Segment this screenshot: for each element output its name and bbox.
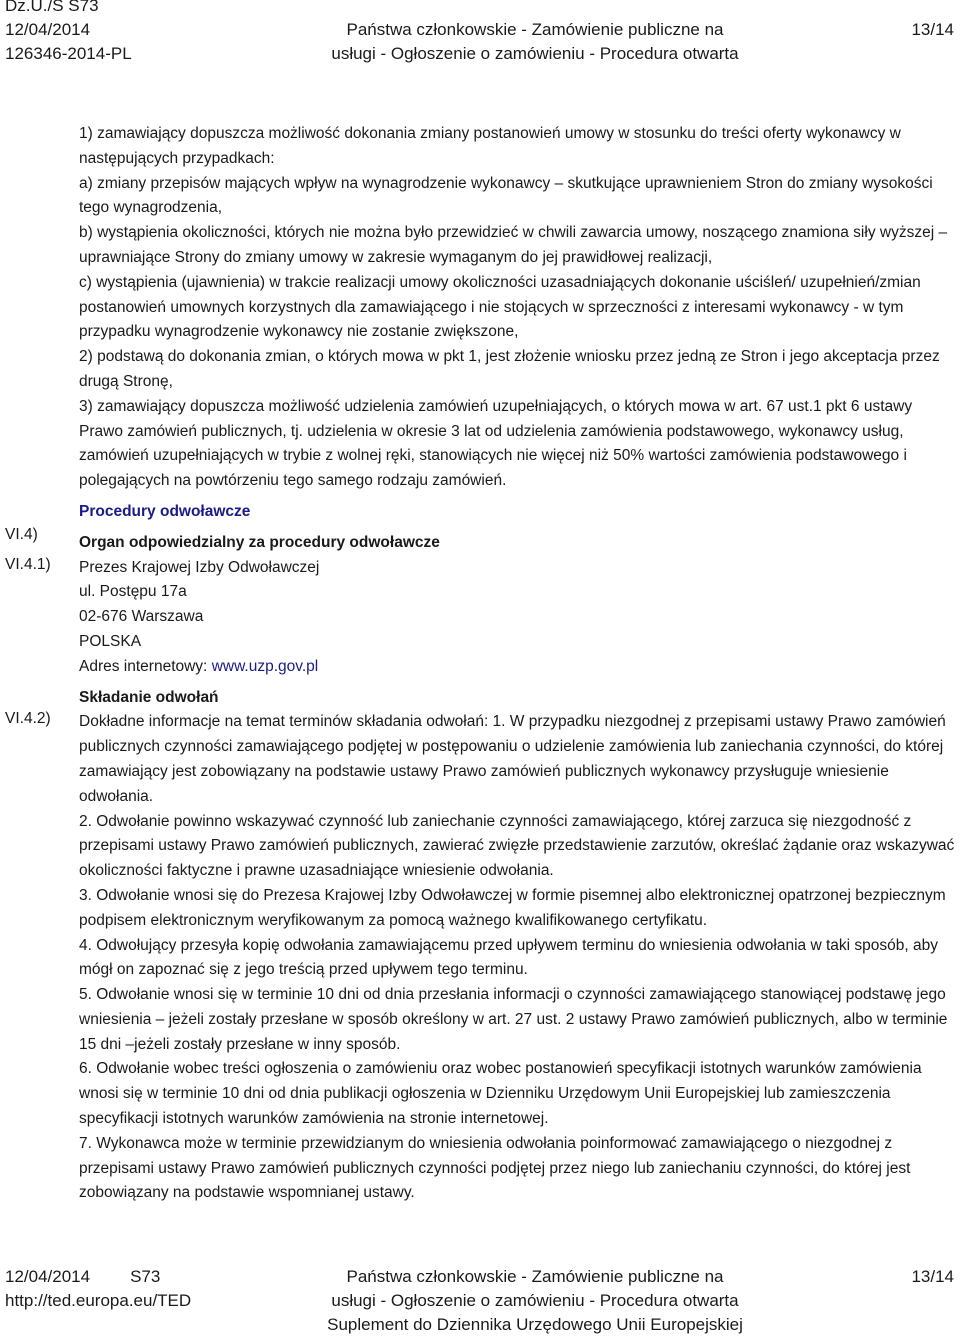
footer-page-number: 13/14 bbox=[911, 1267, 954, 1286]
appeal-paragraph: 2. Odwołanie powinno wskazywać czynność lub zaniechanie czynności zamawiającego, której zarzuca się niezgodność z przepisami ustawy Prawo zamówień publicznych, zawierać zwięzłe przedstawienie zarzutów, określać żądanie oraz wskazywać okoliczności faktyczne i prawne uzasadniające wniesienie odwołania. bbox=[79, 812, 955, 880]
organ-country: POLSKA bbox=[79, 632, 142, 650]
organ-street: ul. Postępu 17a bbox=[79, 583, 187, 601]
appeal-paragraph: 7. Wykonawca może w terminie przewidzianym do wniesienia odwołania poinformować zamawiającego o niezgodnej z przepisami ustawy Prawo zamówień publicznych czynności podjętej przez niego lub zaniechaniu czynności, do której jest zobowiązany na podstawie wspomnianej ustawy. bbox=[79, 1134, 911, 1202]
footer-title-line1: Państwa członkowskie - Zamówienie publiczne na bbox=[346, 1267, 724, 1286]
section-number-vi41: VI.4.1) bbox=[5, 556, 51, 573]
header-journal: Dz.U./S S73 bbox=[5, 0, 99, 15]
organ-heading: Organ odpowiedzialny za procedury odwoławcze bbox=[79, 533, 440, 551]
footer-url[interactable]: http://ted.europa.eu/TED bbox=[5, 1291, 192, 1310]
header-page-number: 13/14 bbox=[911, 20, 954, 39]
paragraph: b) wystąpienia okoliczności, których nie można było przewidzieć w chwili zawarcia umowy, noszącego znamiona siły wyższej – uprawniające Strony do zmiany umowy w zakresie wymaganym do jej prawidłowej realizacji, bbox=[79, 224, 948, 266]
section-number-vi4: VI.4) bbox=[5, 526, 38, 543]
document-body bbox=[79, 122, 957, 1206]
appeal-paragraph: 3. Odwołanie wnosi się do Prezesa Krajowej Izby Odwoławczej w formie pisemnej albo elektronicznej opatrzonej bezpiecznym podpisem elektronicznym weryfikowanym za pomocą ważnego kwalifikowanego certyfikatu. bbox=[79, 886, 946, 929]
appeal-paragraph: Dokładne informacje na temat terminów składania odwołań: 1. W przypadku niezgodnej z przepisami ustawy Prawo zamówień publicznych czynności zamawiającego podjętej w postępowaniu o udzielenie zamówienia lub zaniechania czynności, do której zamawiający jest zobowiązany na podstawie ustawy Prawo zamówień publicznych wykonawcy przysługuje wniesienie odwołania. bbox=[79, 713, 946, 805]
appeal-paragraph: 5. Odwołanie wnosi się w terminie 10 dni od dnia przesłania informacji o czynności zamawiającego stanowiącej podstawę jego wniesienia – jeżeli zostały przesłane w sposób określony w art. 27 ust. 2 ustawy Prawo zamówień publicznych, albo w terminie 15 dni –jeżeli zostały przesłane w inny sposób. bbox=[79, 986, 948, 1053]
organ-name: Prezes Krajowej Izby Odwoławczej bbox=[79, 558, 320, 576]
organ-url-line bbox=[79, 655, 957, 680]
header-title-line2: usługi - Ogłoszenie o zamówieniu - Procedura otwarta bbox=[331, 44, 739, 63]
footer-title-line2: usługi - Ogłoszenie o zamówieniu - Procedura otwarta bbox=[331, 1291, 739, 1310]
header-title-line1: Państwa członkowskie - Zamówienie publiczne na bbox=[346, 20, 724, 39]
header-date: 12/04/2014 bbox=[5, 20, 91, 39]
header-title bbox=[0, 18, 960, 66]
footer-issue: S73 bbox=[130, 1267, 161, 1286]
appeal-paragraph: 4. Odwołujący przesyła kopię odwołania zamawiającemu przed upływem terminu do wniesienia odwołania w taki sposób, aby mógł on zapoznać się z jego treścią przed upływem tego terminu. bbox=[79, 936, 938, 979]
footer-title bbox=[0, 1265, 960, 1337]
appeal-paragraph: 6. Odwołanie wobec treści ogłoszenia o zamówieniu oraz wobec postanowień specyfikacji istotnych warunków zamówienia wnosi się w terminie 10 dni od dnia publikacji ogłoszenia w Dzienniku Urzędowym Unii Europejskiej lub zamieszczenia specyfikacji istotnych warunków zamówienia na stronie internetowej. bbox=[79, 1060, 922, 1128]
paragraph: 2) podstawą do dokonania zmian, o których mowa w pkt 1, jest złożenie wniosku przez jedną ze Stron i jego akceptacja przez drugą Stronę, bbox=[79, 348, 940, 390]
organ-city: 02-676 Warszawa bbox=[79, 608, 204, 626]
paragraph: 3) zamawiający dopuszcza możliwość udzielenia zamówień uzupełniających, o których mowa w art. 67 ust.1 pkt 6 ustawy Prawo zamówień publicznych, tj. udzielenia w okresie 3 lat od udzielenia zamówienia podstawowego, wykonawcy usług, zamówień uzupełniających w trybie z wolnej ręki, stanowiących nie więcej niż 50% wartości zamówienia podstawowego i polegających na powtórzeniu tego samego rodzaju zamówień. bbox=[79, 397, 913, 490]
paragraph: 1) zamawiający dopuszcza możliwość dokonania zmiany postanowień umowy w stosunku do treści oferty wykonawcy w następujących przypadkach: bbox=[79, 125, 901, 167]
header-ref: 126346-2014-PL bbox=[5, 44, 132, 63]
procedures-heading: Procedury odwoławcze bbox=[79, 502, 251, 520]
paragraph: a) zmiany przepisów mających wpływ na wynagrodzenie wykonawcy – skutkujące uprawnieniem Stron do zmiany wysokości tego wynagrodzenia, bbox=[79, 174, 933, 217]
organ-url-label: Adres internetowy: bbox=[79, 657, 212, 675]
footer-title-line3: Suplement do Dziennika Urzędowego Unii Europejskiej bbox=[327, 1315, 743, 1334]
appeals-heading: Składanie odwołań bbox=[79, 688, 219, 706]
organ-url-link[interactable]: www.uzp.gov.pl bbox=[211, 657, 319, 675]
paragraph: c) wystąpienia (ujawnienia) w trakcie realizacji umowy okoliczności uzasadniających dokonanie uściśleń/ uzupełnień/zmian postanowień umownych korzystnych dla zamawiającego i nie stojących w sprzeczności z interesami wykonawcy - w tym przypadku wynagrodzenie wykonawcy nie zostanie zwiększone, bbox=[79, 273, 921, 341]
footer-date: 12/04/2014 bbox=[5, 1267, 91, 1286]
section-number-vi42: VI.4.2) bbox=[5, 710, 51, 727]
